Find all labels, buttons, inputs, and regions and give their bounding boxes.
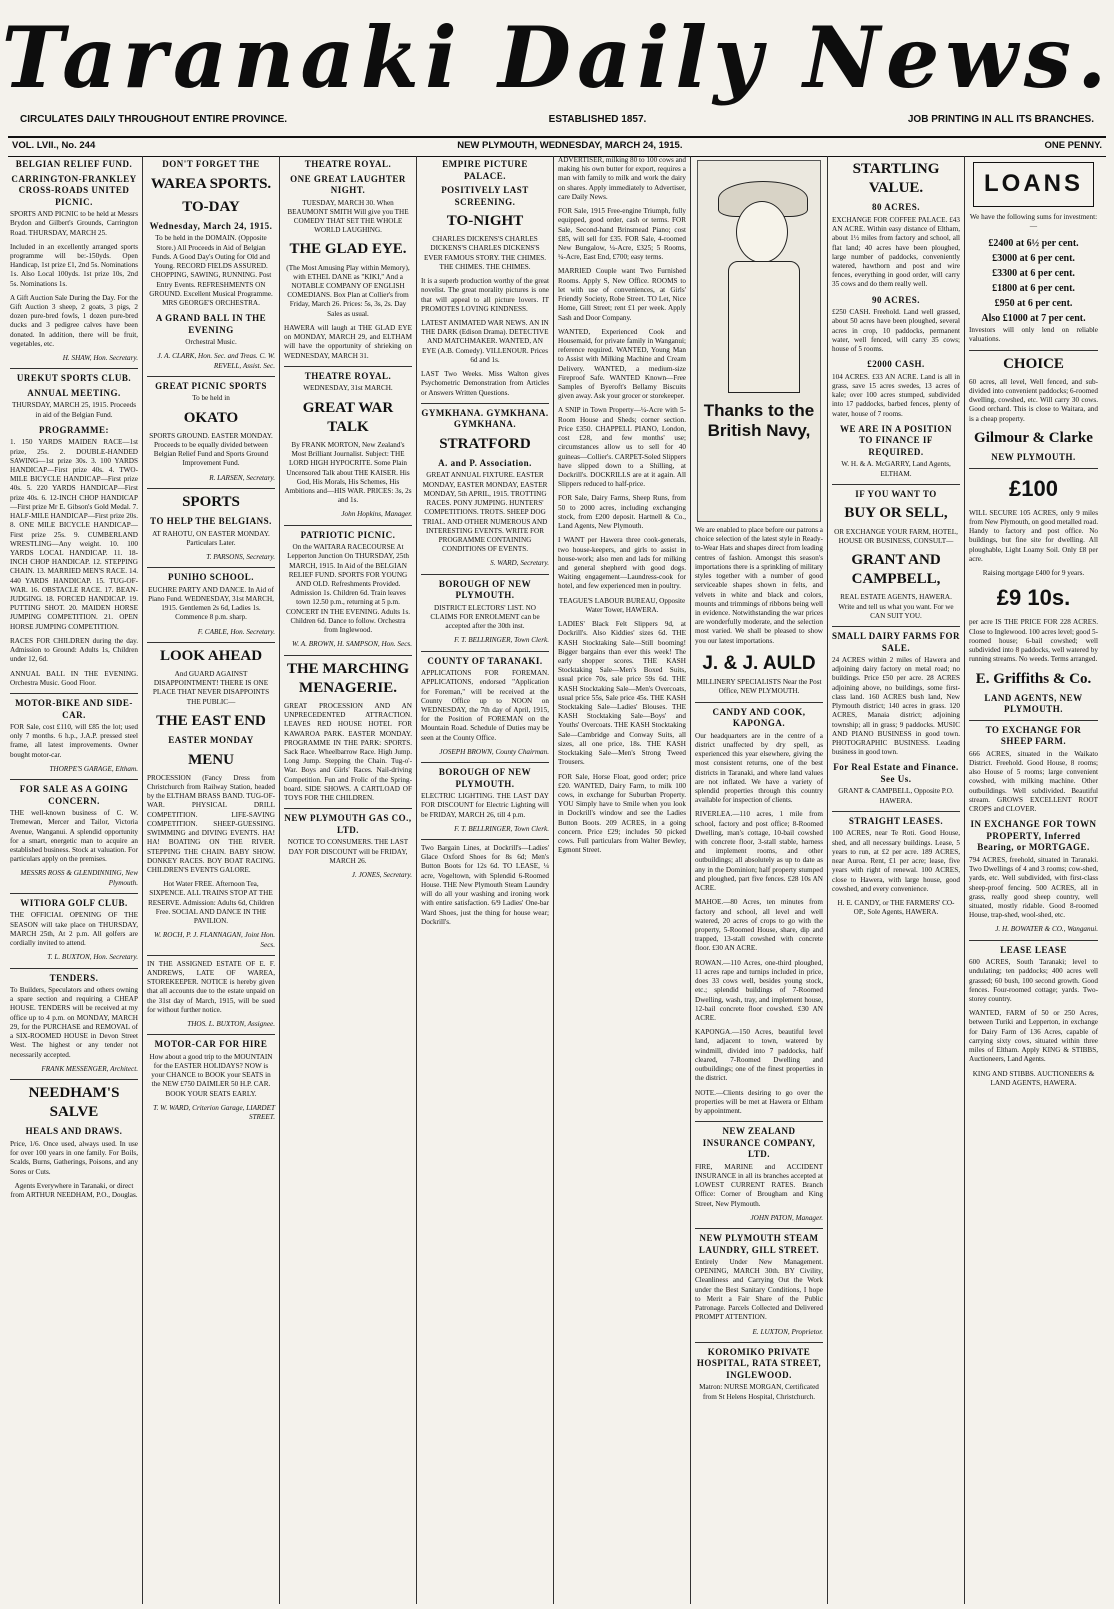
ad-text: EUCHRE PARTY AND DANCE. In Aid of Piano Fund. WEDNESDAY, 31st MARCH, 1915. Gentlemen 2s 6d, Ladies 1s. Commence 8 p.m. sharp. [148,585,274,622]
ad-heading: THEATRE ROYAL. [304,370,392,381]
ad-text: WANTED, Experienced Cook and Housemaid, for private family in Wanganui; reference required. WANTED, Young Man to Assist with Milking Machine and Cream Delivery. WANTED, a medium-size Fireproof Safe. WANTED Known—Free Samples of Byeroft's Bellamy Biscuits given away. Ask your grocer or storekeeper. [558,327,686,401]
ad-text: 104 ACRES. £33 AN ACRE. Land is all in grass, save 15 acres swedes, 13 acres of kale; over 100 acres stumped, subdivided into 17 paddocks, barbed fences, plenty of water, house of 7 rooms. [832,372,960,418]
ad-signature: T. W. WARD, Criterion Garage, LIARDET STREET. [153,1103,275,1122]
ad-heading: GRANT AND CAMPBELL, [851,551,941,588]
ad-signature: Agents Everywhere in Taranaki, or direct from ARTHUR NEEDHAM, P.O., Douglas. [10,1181,138,1199]
ad-text: We are enabled to place before our patrons a choice selection of the latest style in Ready-to-Wear Hats and shapes direct from leading centres of fashion. Amongst this season's importations there is a sprinkling of military styles together with a number of good serviceable shapes shown in felts, and velvets in white and black and colors, mounts and trimmings of ribbons being well in evidence. Notwithstanding the war prices are wonderfully moderate, and the selection most varied. We shall be pleased to show you our latest importations. [695,526,823,645]
ad-text: £250 CASH. Freehold. Land well grassed, about 50 acres have been ploughed, several acres in crop, 10 paddocks, permanent water, well fenced, will carry 35 cows; house of 5 rooms. [832,308,960,354]
ad-heading: TO-NIGHT [446,213,524,230]
ad-heading: WITIORA GOLF CLUB. [20,897,128,908]
column-6 [691,156,828,1604]
ad-text: Matron: NURSE MORGAN, Certificated from St Helens Hospital, Christchurch. [699,1383,819,1401]
ad-heading: A GRAND BALL IN THE EVENING [155,313,267,335]
ad-text: 1. 150 YARDS MAIDEN RACE—1st prize, 25s. 2. DOUBLE-HANDED SAWING—1st prize 30s. 3. 100 YARDS HANDICAP—First prize 40s. 4. TWO-MILE BICYCLE HANDICAP—First prize 40s. 5. 220 YARDS HANDICAP—First prize 40s. 6. 12-INCH CHOP HANDICAP—First prize Mr E. Gibson's Gold Medal. 7. HALF-MILE HANDICAP—First prize 20s. 8. ONE MILE BICYCLE HANDICAP—First prize 25s. 9. CUMBERLAND WRESTLING—Any weight. 10. 100 YARDS LOCAL HANDICAP. 11. 18-INCH CHOP HANDICAP. 12. STEPPING CHAIN. 13. MARRIED MEN'S RACE. 14. 440 YARDS HANDICAP. 15. TUG-OF-WAR. 16. OBSTACLE RACE. 17. BEAN-JUDGING. 18. FORCED HANDICAP. 19. PUTTING SHOT. 20. MAIDEN HORSE JUMPING COMPETITION. 21. OPEN HORSE JUMPING COMPETITION. [10,438,138,631]
ad-text: EXCHANGE FOR COFFEE PALACE. £43 AN ACRE. Within easy distance of Eltham, about 1½ miles from factory and school, all flat land; 40 acres have been ploughed, large number of paddocks, conveniently watered, hawthorn and post and wire fences, everything in good order, will carry 35 cows and do them really well. [832,215,960,289]
ad-text: per acre IS THE PRICE FOR 228 ACRES. Close to Inglewood. 100 acres level; good 5-roomed house; 6-bail cowshed; well subdivided into 8 paddocks, well watered by running streams. No weeds. Terms arranged. [969,618,1098,664]
column-2 [143,156,280,1604]
ad-text: ADVERTISER, milking 80 to 100 cows and making his own butter for export, requires a man with family to milk and work the dairy on shares. Apply immediately to Advertiser, care Daily News. [558,156,686,201]
ad-heading: IF YOU WANT TO [855,488,937,499]
ad-text: NOTE.—Clients desiring to go over the properties will be met at Hawera or Eltham by appointment. [695,1088,823,1115]
ad-text: ELECTRIC LIGHTING. THE LAST DAY FOR DISCOUNT for Electric Lighting will be FRIDAY, MARCH 26, till 4 p.m. [421,792,549,819]
ad-heading: GYMKHANA. GYMKHANA. GYMKHANA. [421,407,549,430]
loan-rate: £3300 at 6 per cent. [992,268,1075,280]
ad-text: CHARLES DICKENS'S CHARLES DICKENS'S CHARLES DICKENS'S EVER FAMOUS STORY. THE CHIMES. THE CHIMES. THE CHIMES. [423,235,547,271]
ad-text: MILLINERY SPECIALISTS Near the Post Office, NEW PLYMOUTH. [696,678,822,696]
ad-signature: TEAGUE'S LABOUR BUREAU, Opposite Water Tower, HAWERA. [558,596,686,614]
ad-heading: BOROUGH OF NEW PLYMOUTH. [438,578,532,601]
face-icon [736,201,788,263]
ad-text: 794 ACRES, freehold, situated in Taranaki. Two Dwellings of 4 and 3 rooms; cow-shed, yards, etc. Well subdivided, with first-class sheep-proof fencing. 500 ACRES, all in grass, really good sheep country, well situated, mostly ridable. Good 8-roomed House, trap-shed, wool-shed, etc. [969,855,1098,920]
ad-heading: LAND AGENTS, NEW PLYMOUTH. [984,692,1083,715]
column-8 [965,156,1102,1604]
ad-text: KAPONGA.—150 Acres, beautiful level land, adjacent to town, watered by windmill, divided into 7 paddocks, half cleared, 7-Roomed Dwelling and outbuildings; one of the finest properties in the district. [695,1028,823,1083]
ad-signature: E. LUXTON, Proprietor. [752,1327,823,1336]
dateline: NEW PLYMOUTH, WEDNESDAY, MARCH 24, 1915. [457,140,683,151]
ad-signature: F. T. BELLRINGER, Town Clerk. [454,636,549,645]
ad-text: (The Most Amusing Play within Memory), with ETHEL DANE as "KIKI," And a NOTABLE COMPANY OF ENGLISH COMEDIANS. Box Plan at Collier's from Friday, March 26. Prices: 5s, 3s, 2s. Day Sales as usual. [286,263,410,318]
ad-text: FIRE, MARINE and ACCIDENT INSURANCE in all its branches accepted at LOWEST CURRENT RATES. Branch Office: Corner of Brougham and King Street, New Plymouth. [695,1162,823,1208]
ad-heading: UREKUT SPORTS CLUB. [16,373,132,384]
ad-heading: PUNIHO SCHOOL. [167,572,254,583]
ad-text: Orchestral Music. [185,338,237,347]
ad-text: We have the following sums for investment:— [969,212,1098,230]
ad-heading: BOROUGH OF NEW PLYMOUTH. [438,767,532,789]
ad-text: RACES FOR CHILDREN during the day. Admission to Ground: Adults 1s, Children under 12, 6d. [10,636,138,664]
ad-text: 100 ACRES, near Te Roti. Good House, shed, and all necessary buildings. Lease, 5 years to run, at £2 per acre. 189 ACRES, near Auroa. Rent, £1 per acre; lease, five years with right of renewal. 100 ACRES, close to Hawera, with large house, good cowshed, and every convenience. [832,829,960,893]
ad-heading: NEEDHAM'S SALVE [28,1085,120,1121]
ad-text: SPORTS AND PICNIC to be held at Messrs Brydon and Gilbert's Grounds, Carrington Road. THURSDAY, MARCH 25. [10,210,138,237]
ad-heading: STRATFORD [439,435,531,452]
ad-heading: THE EAST END [156,712,266,729]
ad-text: REAL ESTATE AGENTS, HAWERA. Write and tell us what you want. For we CAN SUIT YOU. [838,593,954,620]
ad-signature: W. ROCH, P. J. FLANNAGAN, Joint Hon. Secs. [154,931,275,949]
ad-brand: J. & J. AULD [702,652,816,674]
ad-heading: PATRIOTIC PICNIC. [300,529,396,540]
ad-heading: CANDY AND COOK, KAPONGA. [712,706,806,729]
ad-heading: EASTER MONDAY [168,735,254,746]
ad-text: 60 acres, all level, Well fenced, and sub-divided into convenient paddocks; 6-roomed dwelling, cowshed, etc. Will carry 30 cows. Good orchard. This is close to Waitara, and is a cheap property. [969,377,1098,423]
ad-heading: Wednesday, March 24, 1915. [149,220,273,231]
ad-text: WEDNESDAY, 31st MARCH. [303,384,393,393]
ad-heading: THEATRE ROYAL. [304,159,392,169]
ad-heading: NEW ZEALAND INSURANCE COMPANY, LTD. [702,1126,816,1160]
loans-banner: LOANS [973,162,1094,207]
ad-signature: John Hopkins, Manager. [341,510,412,519]
ad-heading: 90 ACRES. [871,294,920,305]
ad-heading: STRAIGHT LEASES. [848,815,944,826]
ad-text: Price, 1/6. Once used, always used. In use for over 100 years in one family. For Boils, Scalds, Burns, Gatherings, Poisons, and any Sores or Cuts. [10,1139,138,1176]
tagline-right: JOB PRINTING IN ALL ITS BRANCHES. [907,114,1094,125]
ad-text: ANNUAL BALL IN THE EVENING. Orchestra Music. Good Floor. [10,669,138,687]
ad-signature: J. A. CLARK, Hon. Sec. and Treas. C. W. REVELL, Assist. Sec. [157,352,275,370]
ad-heading: TENDERS. [49,972,99,983]
ad-text: It is a superb production worthy of the great novelist. The great morality pictures is one that will appeal to all picture lovers. IT PROMOTES LOVING KINDNESS. [421,277,549,313]
ad-heading: MOTOR-BIKE AND SIDE-CAR. [15,698,133,720]
ad-heading: POSITIVELY LAST SCREENING. [441,185,529,207]
ad-signature: S. WARD, Secretary. [490,559,549,568]
ad-heading: MENU [188,751,234,768]
column-5 [554,156,691,1604]
ad-text: ROWAN.—110 Acres, one-third ploughed, 11 acres rape and turnips included in price, does 33 cows well, besides young stock, etc.; splendid buildings of 7-Roomed Dwelling, wash, tray, and implement house, 12-bail concrete floor cowshed. £30 AN ACRE. [695,958,823,1022]
newspaper-title: Taranaki Daily News. [1,8,1113,107]
ad-text: HAWERA will laugh at THE GLAD EYE on MONDAY, MARCH 29, and ELTHAM will have the opportunity of shrieking on WEDNESDAY, MARCH 31. [284,323,412,360]
ad-text: A Gift Auction Sale During the Day. For the Gift Auction 3 sheep, 2 goats, 3 pigs, 2 dozen pure-bred fowls, 1 dozen pure-bred ducks and 3 pedigree calves have been donated. In addition, there will be fruit, vegetables, etc. [10,293,138,348]
ad-heading: NEW PLYMOUTH GAS CO., LTD. [284,813,412,835]
ad-signature: R. LARSEN, Secretary. [209,473,275,482]
ad-heading: LOOK AHEAD [159,647,263,664]
ad-text: AT RAHOTU, ON EASTER MONDAY. Particulars Later. [152,529,270,547]
ad-text: DISTRICT ELECTORS' LIST. NO CLAIMS FOR ENROLMENT can be accepted after the 30th inst. [430,603,540,631]
ad-text: Entirely Under New Management. OPENING, MARCH 30th. BY Civility, Cleanliness and Carrying Out the Work under the Best Sanitary Conditions, I hope to Merit a Fair Share of the Public Patronage. Parcels Collected and Delivered PROMPT ATTENTION. [695,1258,823,1322]
ad-text: By FRANK MORTON, New Zealand's Most Brilliant Journalist. Subject: THE LORD HIGH HYPOCRITE. Some Plain Uncensored Talk about THE KAISER. His God, His Morals, His Schemes, His Ambitions and—HIS WAR. PRICES: 3s, 2s and 1s. [284,440,412,505]
ad-text: I WANT per Hawera three cook-generals, two house-keepers, and girls to assist in house-work; also men and lads for milking and general shepherd with good dogs. Waiting engagement—Laundress-cook for hotel, and few experienced men in poultry. [558,536,686,591]
ad-heading: TO HELP THE BELGIANS. [150,516,272,527]
ad-text: MARRIED Couple want Two Furnished Rooms. Apply S, New Office. ROOMS to let with use of conveniences, at Girls' Friendly Society, Robe Street. TO Let, Nice Home, Gill Street; rent £1 per week. Apply Sash and Door Company. [558,267,686,322]
ad-heading: KOROMIKO PRIVATE HOSPITAL, RATA STREET, INGLEWOOD. [696,1346,822,1380]
ad-heading: NEW PLYMOUTH. [991,452,1076,463]
ad-signature: W. A. BROWN, H. SAMPSON, Hon. Secs. [292,640,412,649]
ad-text: WANTED, FARM of 50 or 250 Acres, between Turiki and Lepperton, in exchange for Dairy Farm of 136 Acres, capable of carrying sixty cows, situated within three miles of Eltham. Apply KING & STIBBS, Auctioneers, Land Agents. [969,1009,1098,1064]
loan-rate: £3000 at 6 per cent. [992,253,1075,265]
ad-heading: IN EXCHANGE FOR TOWN PROPERTY, Inferred Bearing, or MORTGAGE. [970,819,1097,853]
ad-text: 600 ACRES, South Taranaki; level to undulating; ten paddocks; 400 acres well grassed; 60 bush, 100 second growth. Good fences. Four-roomed cottage; yards. Two-storey country. [969,958,1098,1003]
ad-heading: HEALS AND DRAWS. [25,1126,123,1137]
ad-text: To be held in the DOMAIN. (Opposite Store.) All Proceeds in Aid of Belgian Funds. A Good Day's Outing for Old and Young. RECORD FIELDS ASSURED. CHOPPING, SAWING, RUNNING. Post Entry Events. REFRESHMENTS ON GROUND. Excellent Musical Programme. MRS GEORGE'S ORCHESTRA. [149,234,273,307]
ad-heading: ANNUAL MEETING. [27,387,121,398]
ad-signature: THOS. L. BUXTON, Assignee. [187,1020,275,1029]
ad-heading: £2000 CASH. [867,359,925,370]
ad-heading: ONE GREAT LAUGHTER NIGHT. [290,173,406,196]
ad-heading: TO EXCHANGE FOR SHEEP FARM. [985,724,1082,747]
ad-heading: LEASE LEASE [1000,944,1067,955]
ad-text: PROCESSION (Fancy Dress from Christchurch from Railway Station, headed by the ELTHAM BRASS BAND. TUG-OF-WAR. PHYSICAL DRILL COMPETITION. LIFE-SAVING COMPETITION. SHEEP-GUESSING. SWIMMING and DIVING EVENTS. HA! HA! BOATING ON THE RIVER. STEPPING THE CHAIN. BABY SHOW. DONKEY RACES. BOY BOAT RACING. CHILDREN'S EVENTS GALORE. [147,773,275,874]
ad-text: THE well-known business of C. W. Tremewan, Mercer and Tailor, Victoria Avenue, Wanganui. A splendid opportunity for a smart, energetic man to acquire an established business. Stock at valuation. For particulars apply on the premises. [10,809,138,864]
ad-signature: J. JONES, Secretary. [351,871,412,880]
ad-text: Our headquarters are in the centre of a district unaffected by dry spell, as experienced this year elsewhere, giving the most consistent returns, one of the best districts in Taranaki, and where land values are not inflated. We have a variety of splendid properties through this country available for inspection of clients. [695,731,823,805]
ad-text: A SNIP in Town Property—¼-Acre with 5-Room House and Sheds; corner section. Price £350. CHAPPELL PIANO, London, cost £28, and few months' use; circumstances allow us to sell for 40 guineas—Collier's. CARPET-Soled Slippers have slipped down to a Shilling, at Dockrill's. DOCKRILLS are at it again. All Slippers reduced to half-price. [558,406,686,489]
loan-rate: £1800 at 6 per cent. [992,283,1075,295]
ad-signature: KING AND STIBBS. AUCTIONEERS & LAND AGENTS, HAWERA. [972,1069,1095,1087]
ad-text: LADIES' Black Felt Slippers 9d, at Dockrill's. Also Kiddies' sizes 6d. THE KASH Stocktaking Sale—Still booming! Bigger bargains than ever this week! The early shopper scores. THE KASH Stocktaking Sale—Men's Boxed Suits, usual price 70s, sale price 59s 6d. THE KASH Stocktaking Sale—Men's Overcoats, usual price 55s, Sale price 45s. THE KASH Stocktaking Sale—Ladies' Blouses. THE KASH Stocktaking Sale—Boys' and Youths' Overcoats. THE KASH Stocktaking Sale—Cambridge and Conway Suits, all sizes, all one price, 18s. THE KASH Stocktaking Sale—Men's Strong Tweed Trousers. [558,620,686,767]
ad-signature: T. L. BUXTON, Hon. Secretary. [47,953,138,962]
ad-text: LAST Two Weeks. Miss Walton gives Psychometric Demonstration from Articles or Answers Written Questions. [421,370,549,397]
ad-heading: SMALL DAIRY FARMS FOR SALE. [832,631,960,653]
ad-heading: BUY OR SELL, [844,505,948,522]
ad-text: FOR Sale, Horse Float, good order; price £20. WANTED, Dairy Farm, to milk 100 cows, in exchange for Suburban Property. YOU Simply have to Smile when you look in Dockrill's window and see the Ladies Button Boots. 209 ACRES, in a going concern. Price £29; includes 50 picked cows. Full particulars from Walter Bewley, Egmont Street. [558,772,686,855]
ad-text: FOR Sale, cost £110, will £85 the lot; used only 7 months. 6 h.p., J.A.P. pressed steel frame, all latest improvements. Owner bought motor-car. [10,723,138,759]
ad-heading: For Real Estate and Finance. See Us. [833,762,959,784]
ad-text: 666 ACRES, situated in the Waikato District. Freehold. Good House, 8 rooms; also House of 5 rooms; large convenient cowshed, with milking machine. Other outbuildings. Well subdivided. Beautiful stream. GROWS EXCELLENT ROOT CROPS and CLOVER. [969,749,1098,814]
figure-icon [728,261,800,393]
ad-text: How about a good trip to the MOUNTAIN for the EASTER HOLIDAYS? NOW is your CHANCE to BOOK your SEATS in the NEW £750 DAIMLER 50 H.P. CAR. BOOK YOUR SEATS EARLY. [149,1052,273,1098]
ad-text: To Builders, Speculators and others owning a spare section and requiring a CHEAP HOUSE. TENDERS will be received at my office up to 4 p.m. on MONDAY, MARCH 29, for the PURCHASE and REMOVAL of a SIX-ROOMED HOUSE in Devon Street West. The highest or any tender not necessarily accepted. [10,986,138,1059]
loan-rate: £950 at 6 per cent. [994,298,1073,310]
ad-heading: DON'T FORGET THE [162,159,260,169]
ad-heading: CHOICE [1003,355,1064,372]
ad-heading: Gilmour & Clarke [974,429,1093,446]
ad-signature: JOSEPH BROWN, County Chairman. [439,747,549,756]
ad-signature: F. CABLE, Hon. Secretary. [197,627,275,636]
ad-heading: SPORTS [182,493,240,510]
ad-text: THURSDAY, MARCH 25, 1915. Proceeds in aid of the Belgian Fund. [12,401,136,419]
ad-heading: STARTLING VALUE. [852,161,940,197]
loan-rate: Also £1000 at 7 per cent. [981,313,1086,325]
ad-text: GREAT PROCESSION AND AN UNPRECEDENTED ATTRACTION. LEAVES RED HOUSE HOTEL FOR KAWAROA PARK. EASTER MONDAY. PROGRAMME IN THE PARK: SPORTS. Sack Race. Wheelbarrow Race. High Jump. Long Jump. Stepping the Chain. Tug-o'-War. Boys and Girls' Races. Nail-driving Competition. Fun and Frolic of the Spring-board. SIDE SHOWS. A CARTLOAD OF TOYS FOR THE CHILDREN. [284,701,412,803]
ad-heading: TO-DAY [182,198,240,215]
ad-text: MAHOE.—80 Acres, ten minutes from factory and school, all level and well watered, 20 acres of crops to go with the property, 5-Roomed House, share, dip and trapped, 13-stall cowshed with concrete floor. £30 AN ACRE. [695,898,823,953]
ad-heading: PROGRAMME: [39,424,109,435]
ad-signature: JOHN PATON, Manager. [750,1213,823,1222]
ad-text: Raising mortgage £400 for 9 years. [982,569,1085,578]
ad-heading: BELGIAN RELIEF FUND. [15,159,133,169]
column-3 [280,156,417,1604]
ad-text: APPLICATIONS FOR FOREMAN. APPLICATIONS, endorsed "Application for Foreman," will be received at the County Office up to NOON on WEDNESDAY, the 7th day of April, 1915, for the Position of FOREMAN on the Mountain Road. Schedule of Duties may be seen at the County Office. [421,669,549,742]
ad-text: SPORTS GROUND. EASTER MONDAY. Proceeds to be equally divided between Belgian Relief Fund and Sports Ground Improvement Fund. [149,431,273,468]
ad-text: WILL SECURE 105 ACRES, only 9 miles from New Plymouth, on good metalled road. Handy to factory and post office. No buildings, but fine site for dwelling. All ploughable, Light Loamy Soil. Only £8 per acre. [969,508,1098,563]
illustration-lady-in-hat [697,160,821,522]
ad-signature: MESSRS ROSS & GLENDINNING, New Plymouth. [20,869,138,887]
ad-heading: A. and P. Association. [438,457,532,468]
ad-signature: THORPE'S GARAGE, Eltham. [49,764,138,773]
ad-heading: 80 ACRES. [871,202,920,213]
ad-heading: OKATO [183,409,239,426]
ad-heading: GREAT WAR TALK [302,399,394,435]
ad-text: 24 ACRES within 2 miles of Hawera and adjoining dairy factory on metal road; no buildings. Price £50 per acre. 28 ACRES adjoining above, no buildings, some first-class land. 160 ACRES bush land, New Plymouth district; 140 acres in grass. 120 ACRES, Manaia district; adjoining township; all in grass; 9 paddocks. MUSIC AND PIANO BUSINESS in good town. PHOTOGRAPHIC BUSINESS. Leading business in good town. [832,656,960,757]
ad-heading: EMPIRE PICTURE PALACE. [442,159,528,181]
price: ONE PENNY. [1044,140,1102,151]
ad-text: IN THE ASSIGNED ESTATE OF E. F. ANDREWS, LATE OF WAREA, STOREKEEPER. NOTICE is hereby given that all accounts due to the estate unpaid on the 31st day of March, 1915, will be sued for without further notice. [147,959,275,1014]
ad-signature: J. H. BOWATER & CO., Wanganui. [995,925,1098,934]
ad-text: Investors will only lend on reliable valuations. [969,326,1098,344]
ad-text: TUESDAY, MARCH 30. When BEAUMONT SMITH Will give you THE COMEDY THAT SET THE WHOLE WORLD LAUGHING. [287,198,409,235]
ad-heading: CARRINGTON-FRANKLEY CROSS-ROADS UNITED PICNIC. [11,173,137,207]
ad-heading: FOR SALE AS A GOING CONCERN. [19,784,129,806]
tagline-bar [20,114,1094,132]
ad-heading: COUNTY OF TARANAKI. [427,655,543,666]
ad-signature: T. PARSONS, Secretary. [206,553,275,561]
ad-text: Included in an excellently arranged sports programme will be:-150yds. Open Handicap, 1st prize £1, 2nd 5s. Nominations 1s. Also Local 100yds. 1st prize 10s, 2nd 5s. Nominations 1s. [10,242,138,288]
ad-heading: WAREA SPORTS. [150,175,272,192]
ad-text: FOR Sale, Dairy Farms, Sheep Runs, from 50 to 2000 acres, including exchanging stock, from £200 deposit. Hartnell & Co., Land Agents, New Plymouth. [558,494,686,531]
ad-text: GREAT ANNUAL FIXTURE. EASTER MONDAY, EASTER MONDAY, EASTER MONDAY, 5th APRIL, 1915. TROTTING RACES. PONY JUMPING. HUNTERS' COMPETITIONS. TROTS. SHEEP DOG TRIAL. AND OTHER NUMEROUS AND INTERESTING EVENTS. WRITE FOR PROGRAMME CONTAINING CONDITIONS OF EVENTS. [422,471,548,554]
ad-text: FOR Sale, 1915 Free-engine Triumph, fully equipped, good order, cash or terms. FOR Sale, Second-hand Brinsmead Piano; cost £85, will sell for £35. FOR Sale, 4-roomed New Bungalow, ¼-Acre, £325; 5 Rooms, ¼-Acre, East End, £700; easy terms. [558,207,686,262]
ad-text: To be held in [192,394,230,403]
issue-bar [8,136,1106,157]
ad-signature: FRANK MESSENGER, Architect. [41,1064,138,1073]
ad-heading: GREAT PICNIC SPORTS [155,380,267,391]
ad-heading: E. Griffiths & Co. [975,670,1092,687]
ad-signature: H. E. CANDY, or THE FARMERS' CO-OP., Sole Agents, HAWERA. [837,898,955,917]
ad-text: And GUARD AGAINST DISAPPOINTMENT! THERE IS ONE PLACE THAT NEVER DISAPPOINTS THE PUBLIC— [152,670,270,706]
tagline-established: ESTABLISHED 1857. [548,114,647,125]
masthead [0,0,1114,120]
ad-signature: F. T. BELLRINGER, Town Clerk. [454,824,549,833]
ad-text: NOTICE TO CONSUMERS. THE LAST DAY FOR DISCOUNT will be FRIDAY, MARCH 26. [287,838,409,865]
ad-heading: WE ARE IN A POSITION TO FINANCE IF REQUIRED. [839,423,953,457]
ad-heading: NEW PLYMOUTH STEAM LAUNDRY, GILL STREET. [698,1233,820,1255]
ad-heading: THE MARCHING MENAGERIE. [286,660,410,696]
ad-text: OR EXCHANGE YOUR FARM, HOTEL, HOUSE OR BUSINESS, CONSULT— [834,527,958,545]
column-4 [417,156,554,1604]
loan-rate: £2400 at 6½ per cent. [988,238,1079,250]
ad-signature: W. H. & A. McGARRY, Land Agents, ELTHAM. [841,460,951,478]
ad-signature: H. SHAW, Hon. Secretary. [62,354,138,363]
ad-text: THE OFFICIAL OPENING OF THE SEASON will take place on THURSDAY, MARCH 25th, At 2 p.m. All golfers are cordially invited to attend. [10,911,138,948]
ad-text: On the WAITARA RACECOURSE At Lepperton Junction On THURSDAY, 25th MARCH, 1915. In Aid of the BELGIAN RELIEF FUND. SPORTS FOR YOUNG AND OLD. Refreshments Provided. Admission 1s. Children 6d. Train leaves town 12.50 p.m., returning at 5 p.m. CONCERT IN THE EVENING. Adults 1s. Children 6d. Dance to follow. Orchestra from Inglewood. [285,543,411,635]
ad-text: Hot Water FREE. Afternoon Tea, SIXPENCE. ALL TRAINS STOP AT THE RESERVE. Admission: Adults 6d, Children Free. SOCIAL AND DANCE IN THE PAVILION. [147,880,274,926]
ad-heading: £100 [1009,475,1058,501]
column-1 [6,156,143,1604]
column-7 [828,156,965,1604]
tagline-left: CIRCULATES DAILY THROUGHOUT ENTIRE PROVINCE. [20,114,288,125]
volume-number: VOL. LVII., No. 244 [12,140,96,151]
ad-signature: GRANT & CAMPBELL, Opposite P.O. HAWERA. [838,787,954,805]
illustration-caption: Thanks to the British Navy, [703,401,815,441]
ad-heading: £9 10s. [996,585,1071,611]
ad-text: RIVERLEA.—110 acres, 1 mile from school, factory and post office; 8-Roomed Dwelling, man's cottage, 10-bail cowshed with concrete floor, 3-stall stable, harness and implement rooms, and other outbuildings; all absolutely as up to date as any in the Dominion; half property stumped and ploughed, part five fences. £28 10s AN ACRE. [695,810,823,893]
ad-text: LATEST ANIMATED WAR NEWS. AN IN THE DARK (Edison Drama). DETECTIVE AND MATCHMAKER. WANTED, AN EYE (A.B. Comedy). VILLENOUR. Prices 6d and 1s. [421,319,549,364]
ad-text: Two Bargain Lines, at Dockrill's—Ladies' Glace Oxford Shoes for 8s 6d; Men's Button Boots for 12s 6d. TO LEASE, ¼ acre, Vogeltown, with Splendid 6-Roomed House. THE New Plymouth Steam Laundry will do all your washing and ironing work with entire satisfaction. 6/9 Ladies' One-bar Ward Shoes, just the thing for house wear; Dockrill's. [421,843,549,926]
ad-heading: THE GLAD EYE. [289,241,407,258]
columns [6,156,1108,1604]
ad-heading: MOTOR-CAR FOR HIRE [154,1039,268,1050]
